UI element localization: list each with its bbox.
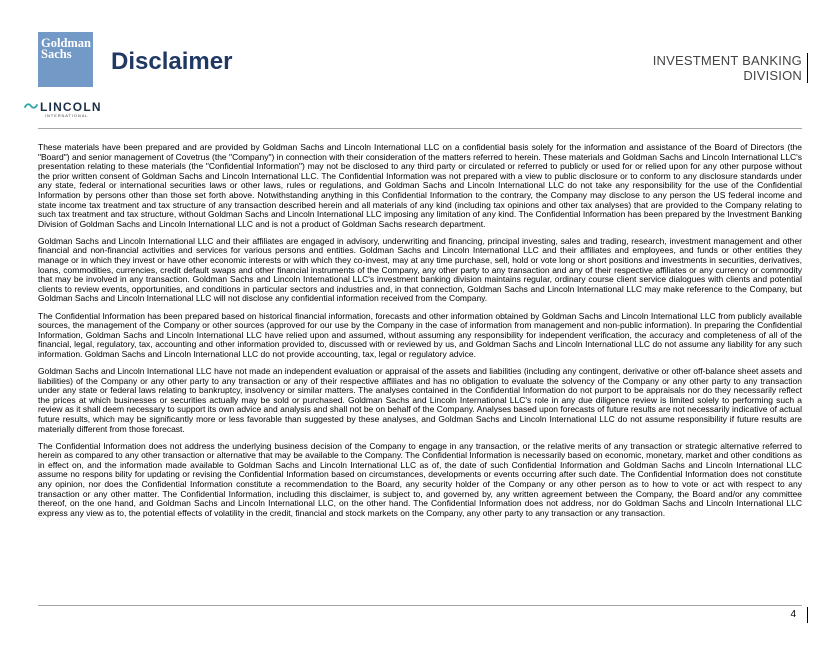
header-divider [38,128,802,129]
lincoln-logo-subtitle: INTERNATIONAL [45,113,89,118]
division-line-1: INVESTMENT BANKING [652,53,802,68]
page-title: Disclaimer [111,48,233,75]
logo-line-1: Goldman [41,36,92,50]
disclaimer-paragraph: Goldman Sachs and Lincoln International LLC have not made an independent evaluation or appraisal of the assets and liabilities (including any contingent, derivative or other off-balance sheet assets and liabilities) of the Company or any other party to any transaction or any of their respective affiliates and has no obligation to evaluate the solvency of the Company or any other party to any transaction under any state or federal laws relating to bankruptcy, insolvency or similar matters. The analyses contained in the Confidential Information do not purport to be appraisals nor do they necessarily reflect the prices at which businesses or securities actually may be sold or purchased. Goldman Sachs and Lincoln International LLC's role in any due diligence review is limited solely to performing such a review as it shall deem necessary to support its own advice and analysis and shall not be on behalf of the Company. Analyses based upon forecasts of future results are not necessarily indicative of actual future results, which may be significantly more or less favorable than suggested by these analyses, and Goldman Sachs and Lincoln International LLC do not assume responsibility if future results are materially different from those forecast. [38,365,802,434]
goldman-sachs-logo [38,32,93,87]
disclaimer-body [38,143,802,526]
disclaimer-paragraph: The Confidential Information does not address the underlying business decision of the Company to engage in any transaction, or the relative merits of any transaction or strategic alternative referred to herein as compared to any other transaction or alternative that may be available to the Company. The Confidential Information is necessarily based on economic, monetary, market and other conditions as in effect on, and the information made available to Goldman Sachs and Lincoln International LLC as of, the date of such Confidential Information and Goldman Sachs and Lincoln International LLC assume no respons bility for updating or revising the Confidential Information based on circumstances, developments or events occurring after such date. The Confidential Information does not constitute any opinion, nor does the Confidential Information constitute a recommendation to the Board, any security holder of the Company or any other person as to how to vote or act with respect to any transaction or any other matter. The Confidential Information, including this disclaimer, is subject to, and governed by, any written agreement between the Company, the Board and/or any committee thereof, on the one hand, and Goldman Sachs and Lincoln International LLC, on the other hand. The Confidential Information does not address, nor do Goldman Sachs and Lincoln International LLC express any view as to, the potential effects of volatility in the credit, financial and stock markets on the Company, any other party to any transaction or any transaction. [38,440,802,518]
division-label [653,53,802,83]
page-number-divider [807,607,808,623]
division-divider [807,53,808,83]
lincoln-international-logo [24,100,104,118]
lincoln-logo-name: LINCOLN [40,100,102,114]
disclaimer-paragraph: The Confidential Information has been prepared based on historical financial information, forecasts and other information obtained by Goldman Sachs and Lincoln International LLC from publicly available sources, the management of the Company or other sources (approved for our use by the Company in the case of information from management and non-public information). In preparing the Confidential Information, Goldman Sachs and Lincoln International LLC have relied upon and assumed, without assuming any responsibility for independent verification, the accuracy and completeness of all of the financial, legal, regulatory, tax, accounting and other information provided to, discussed with or reviewed by us, and Goldman Sachs and Lincoln International LLC do not assume any liability for any such information. Goldman Sachs and Lincoln International LLC do not provide accounting, tax, legal or regulatory advice. [38,310,802,359]
page-number: 4 [790,609,796,620]
footer-divider [38,605,802,606]
disclaimer-paragraph: Goldman Sachs and Lincoln International LLC and their affiliates are engaged in advisory, underwriting and financing, principal investing, sales and trading, research, investment management and other financial and non-financial activities and services for various persons and entities. Goldman Sachs and Lincoln International LLC and their affiliates and employees, and funds or other entities they manage or in which they invest or have other economic interests or with which they co-invest, may at any time purchase, sell, hold or vote long or short positions and investments in securities, derivatives, loans, commodities, currencies, credit default swaps and other financial instruments of the Company, any other party to any transaction and any of their respective affiliates or any currency or commodity that may be involved in any transaction. Goldman Sachs and Lincoln International LLC's investment banking division maintains regular, ordinary course client service dialogues with clients and potential clients to review events, opportunities, and conditions in particular sectors and industries and, in that connection, Goldman Sachs and Lincoln International LLC may make reference to the Company, but Goldman Sachs and Lincoln International LLC will not disclose any confidential information received from the Company. [38,235,802,304]
logo-line-2: Sachs [41,47,72,61]
lincoln-swoosh-icon [24,102,38,111]
division-line-2: DIVISION [743,68,802,83]
disclaimer-paragraph: These materials have been prepared and are provided by Goldman Sachs and Lincoln International LLC on a confidential basis solely for the information and assistance of the Board of Directors (the "Board") and senior management of Covetrus (the "Company") in connection with their consideration of the matters referred to herein. These materials and Goldman Sachs and Lincoln International LLC's presentation relating to these materials (the "Confidential Information") may not be disclosed to any third party or circulated or referred to publicly or used for or relied upon for any other purpose without the prior written consent of Goldman Sachs and Lincoln International LLC. The Confidential Information was not prepared with a view to public disclosure or to conform to any disclosure standards under any state, federal or international securities laws or other laws, rules or regulations, and Goldman Sachs and Lincoln International LLC do not take any responsibility for the use of the Confidential Information by persons other than those set forth above. Notwithstanding anything in this Confidential Information to the contrary, the Company may disclose to any person the US federal income and state income tax treatment and tax structure of any transaction described herein and all materials of any kind (including tax opinions and other tax analyses) that are provided to the Company relating to such tax treatment and tax structure, without Goldman Sachs and Lincoln International LLC imposing any limitation of any kind. The Confidential Information has been prepared by the Investment Banking Division of Goldman Sachs and Lincoln International LLC and is not a product of Goldman Sachs research department. [38,142,802,229]
